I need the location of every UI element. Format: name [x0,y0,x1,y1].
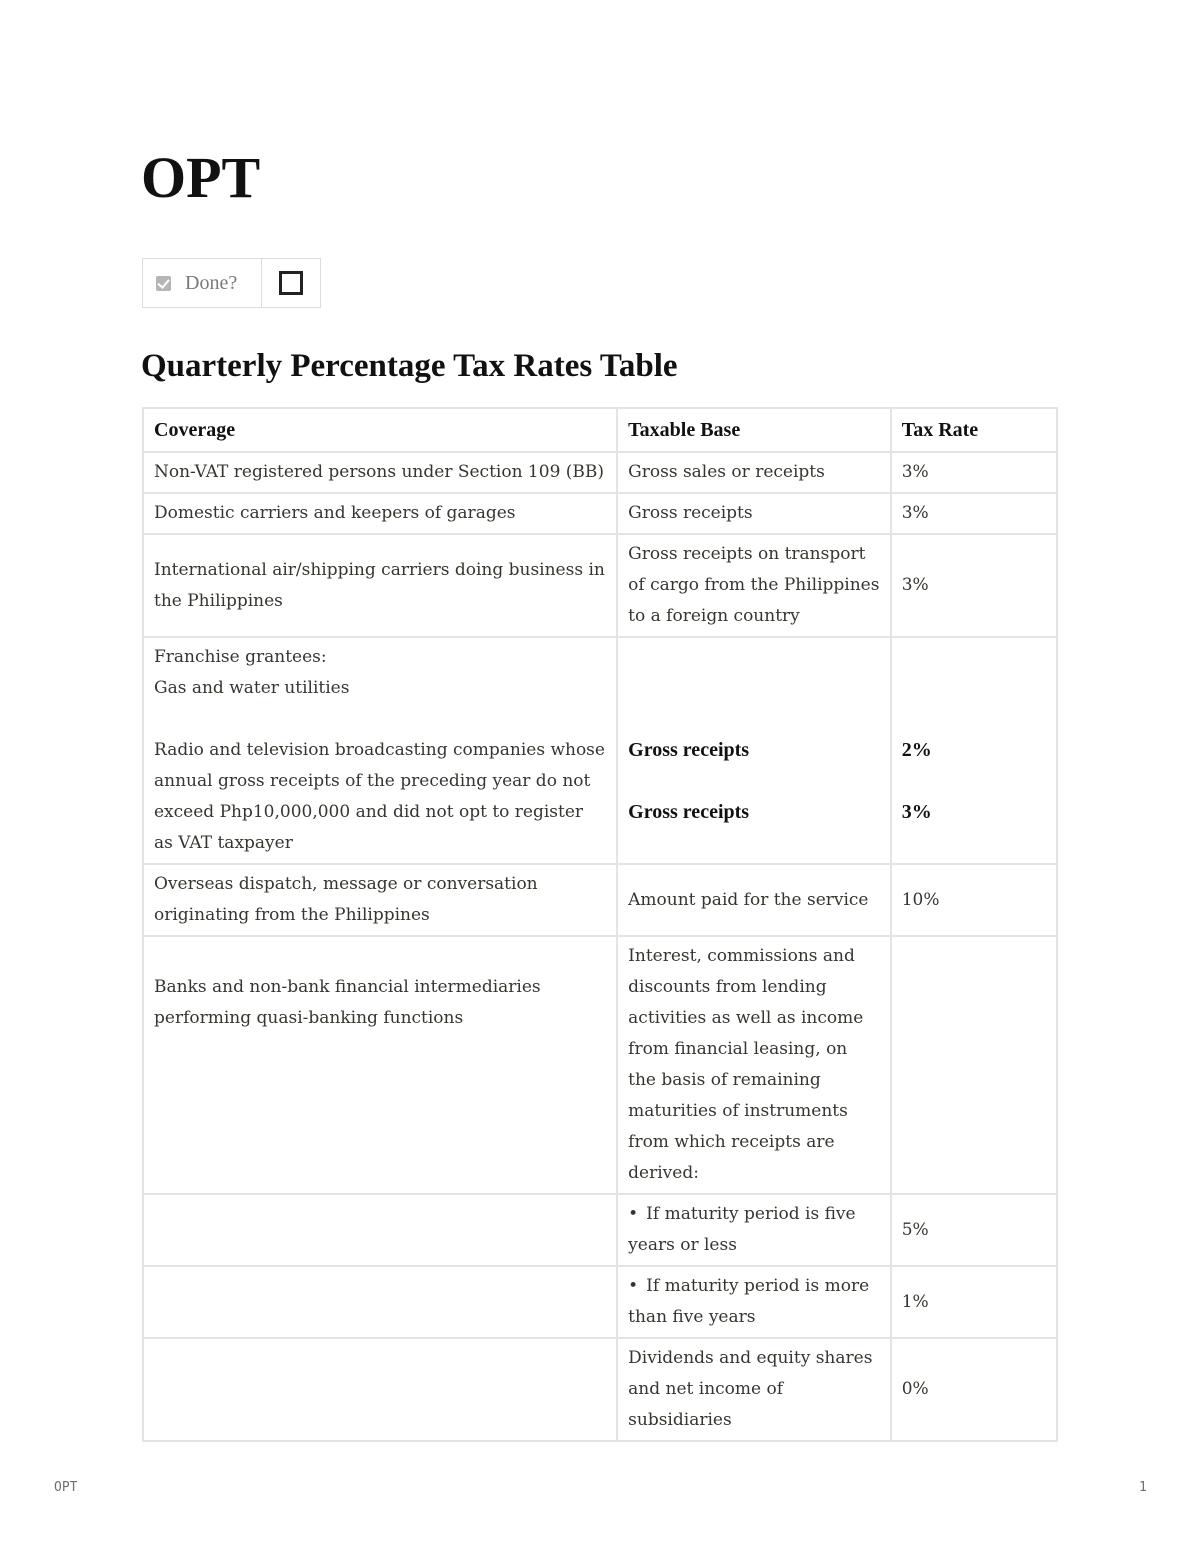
tax-rates-table [142,407,1058,1442]
tax-rate-broadcasting: 3% [901,801,932,823]
table-row [143,534,1057,637]
taxable-base-cell: Gross receipts on transport of cargo from the Philippines to a foreign country [617,534,891,637]
done-checkbox[interactable] [279,271,303,295]
bullet-text: If maturity period is more than five years [628,1276,870,1327]
table-row [143,1194,1057,1266]
coverage-cell [143,1338,617,1441]
franchise-item-broadcasting: Radio and television broadcasting companies whose annual gross receipts of the preceding year do not exceed Php10,000,000 and did not opt to register as VAT taxpayer [154,740,605,853]
bullet-text: If maturity period is five years or less [628,1204,856,1255]
coverage-cell: Non-VAT registered persons under Section 109 (BB) [143,452,617,493]
tax-rate-gas-water: 2% [901,739,932,761]
franchise-label: Franchise grantees: [154,647,327,667]
bullet-marker: • [628,1276,639,1296]
tax-rate-cell: 3% [891,534,1057,637]
taxable-base-cell [617,1266,891,1338]
tax-rate-cell [891,637,1057,864]
bullet-marker: • [628,1204,639,1224]
table-row [143,1338,1057,1441]
section-heading: Quarterly Percentage Tax Rates Table [141,348,678,384]
franchise-item-gas-water: Gas and water utilities [154,678,350,698]
property-value-cell [262,259,321,308]
tax-rate-cell: 10% [891,864,1057,936]
property-row [143,259,321,308]
footer-page-number: 1 [1139,1480,1147,1495]
table-row-franchise [143,637,1057,864]
table-row [143,936,1057,1194]
coverage-cell [143,936,617,1194]
table-row [143,1266,1057,1338]
coverage-text: Banks and non-bank financial intermediaries performing quasi-banking functions [154,977,541,1028]
header-coverage: Coverage [143,408,617,452]
taxable-base-cell: Dividends and equity shares and net income of subsidiaries [617,1338,891,1441]
taxable-base-cell [617,637,891,864]
coverage-cell: Domestic carriers and keepers of garages [143,493,617,534]
taxable-base-cell: Gross sales or receipts [617,452,891,493]
coverage-cell: International air/shipping carriers doing business in the Philippines [143,534,617,637]
taxable-base-broadcasting: Gross receipts [628,801,750,823]
coverage-cell [143,1194,617,1266]
taxable-base-cell [617,1194,891,1266]
property-name: Done? [185,271,238,294]
taxable-base-cell: Interest, commissions and discounts from lending activities as well as income from financial leasing, on the basis of remaining maturities of instruments from which receipts are derived: [617,936,891,1194]
property-table [142,258,321,308]
tax-rate-cell: 1% [891,1266,1057,1338]
taxable-base-cell: Amount paid for the service [617,864,891,936]
tax-rate-cell: 0% [891,1338,1057,1441]
tax-rate-cell: 3% [891,493,1057,534]
table-row [143,864,1057,936]
taxable-base-gas-water: Gross receipts [628,739,750,761]
tax-rate-cell: 5% [891,1194,1057,1266]
coverage-cell: Overseas dispatch, message or conversation originating from the Philippines [143,864,617,936]
tax-rate-cell [891,936,1057,1194]
coverage-cell [143,1266,617,1338]
table-row [143,452,1057,493]
table-row [143,493,1057,534]
taxable-base-cell: Gross receipts [617,493,891,534]
header-tax-rate: Tax Rate [891,408,1057,452]
page-title: OPT [141,145,261,210]
header-taxable-base: Taxable Base [617,408,891,452]
property-name-cell [143,259,262,308]
footer-document-title: OPT [54,1480,78,1495]
table-header-row [143,408,1057,452]
coverage-cell [143,637,617,864]
checkbox-property-icon [156,276,171,291]
tax-rate-cell: 3% [891,452,1057,493]
